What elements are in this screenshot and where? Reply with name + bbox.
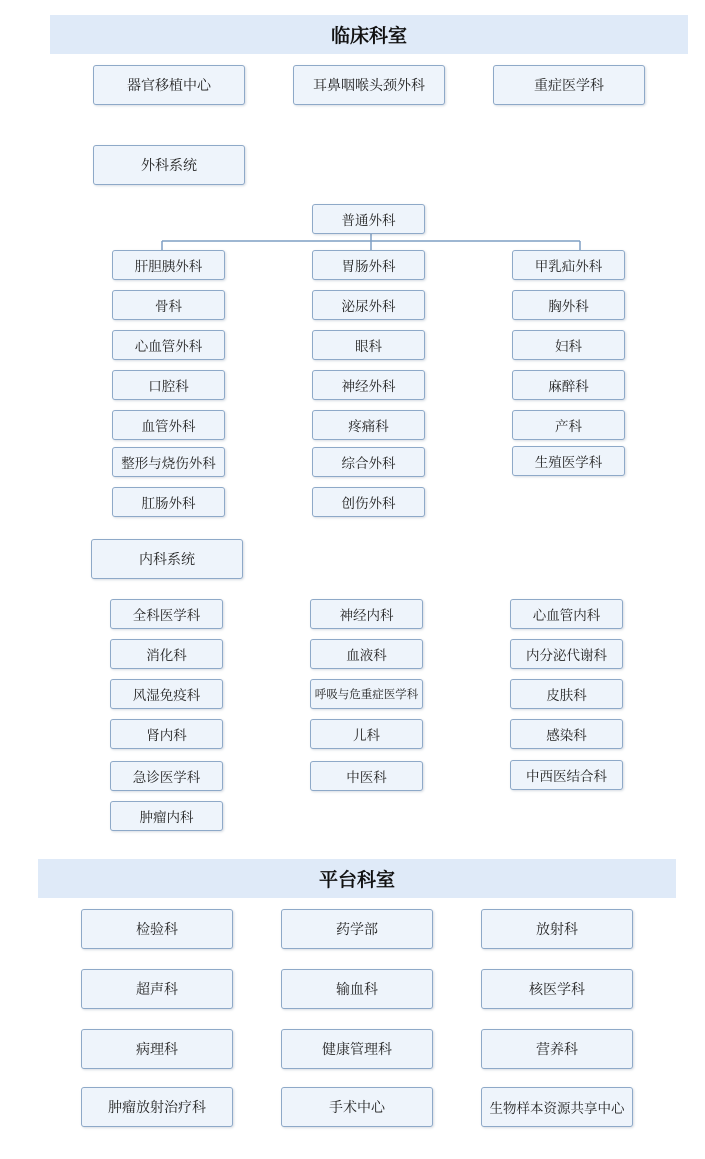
dept-box[interactable]: 整形与烧伤外科 xyxy=(112,447,225,477)
dept-box[interactable]: 肛肠外科 xyxy=(112,487,225,517)
dept-box[interactable]: 肾内科 xyxy=(110,719,223,749)
general-surgery-root[interactable]: 普通外科 xyxy=(312,204,425,234)
dept-box[interactable]: 超声科 xyxy=(81,969,233,1009)
dept-box[interactable]: 血管外科 xyxy=(112,410,225,440)
dept-box[interactable]: 消化科 xyxy=(110,639,223,669)
dept-box[interactable]: 感染科 xyxy=(510,719,623,749)
dept-box[interactable]: 儿科 xyxy=(310,719,423,749)
dept-box[interactable]: 耳鼻咽喉头颈外科 xyxy=(293,65,445,105)
dept-box[interactable]: 病理科 xyxy=(81,1029,233,1069)
dept-box[interactable]: 胃肠外科 xyxy=(312,250,425,280)
dept-box[interactable]: 全科医学科 xyxy=(110,599,223,629)
dept-box[interactable]: 产科 xyxy=(512,410,625,440)
dept-box[interactable]: 急诊医学科 xyxy=(110,761,223,791)
dept-box[interactable]: 药学部 xyxy=(281,909,433,949)
dept-box[interactable]: 中医科 xyxy=(310,761,423,791)
dept-box[interactable]: 疼痛科 xyxy=(312,410,425,440)
dept-box[interactable]: 肿瘤内科 xyxy=(110,801,223,831)
dept-box[interactable]: 骨科 xyxy=(112,290,225,320)
dept-box[interactable]: 内分泌代谢科 xyxy=(510,639,623,669)
dept-box[interactable]: 眼科 xyxy=(312,330,425,360)
dept-box[interactable]: 核医学科 xyxy=(481,969,633,1009)
dept-box[interactable]: 器官移植中心 xyxy=(93,65,245,105)
dept-box[interactable]: 神经外科 xyxy=(312,370,425,400)
dept-box[interactable]: 麻醉科 xyxy=(512,370,625,400)
internal-system-header[interactable]: 内科系统 xyxy=(91,539,243,579)
dept-box[interactable]: 综合外科 xyxy=(312,447,425,477)
dept-box[interactable]: 营养科 xyxy=(481,1029,633,1069)
dept-box[interactable]: 胸外科 xyxy=(512,290,625,320)
dept-box[interactable]: 手术中心 xyxy=(281,1087,433,1127)
dept-box[interactable]: 肿瘤放射治疗科 xyxy=(81,1087,233,1127)
dept-box[interactable]: 中西医结合科 xyxy=(510,760,623,790)
dept-box[interactable]: 泌尿外科 xyxy=(312,290,425,320)
dept-box[interactable]: 生殖医学科 xyxy=(512,446,625,476)
dept-box[interactable]: 口腔科 xyxy=(112,370,225,400)
clinical-banner: 临床科室 xyxy=(50,15,688,54)
dept-box[interactable]: 血液科 xyxy=(310,639,423,669)
dept-box[interactable]: 风湿免疫科 xyxy=(110,679,223,709)
dept-box[interactable]: 心血管外科 xyxy=(112,330,225,360)
platform-banner: 平台科室 xyxy=(38,859,676,898)
dept-box[interactable]: 皮肤科 xyxy=(510,679,623,709)
dept-box[interactable]: 输血科 xyxy=(281,969,433,1009)
dept-box[interactable]: 肝胆胰外科 xyxy=(112,250,225,280)
dept-box[interactable]: 放射科 xyxy=(481,909,633,949)
dept-box[interactable]: 检验科 xyxy=(81,909,233,949)
dept-box[interactable]: 心血管内科 xyxy=(510,599,623,629)
dept-box[interactable]: 生物样本资源共享中心 xyxy=(481,1087,633,1127)
dept-box[interactable]: 妇科 xyxy=(512,330,625,360)
dept-box[interactable]: 重症医学科 xyxy=(493,65,645,105)
dept-box[interactable]: 神经内科 xyxy=(310,599,423,629)
dept-box[interactable]: 呼吸与危重症医学科 xyxy=(310,679,423,709)
dept-box[interactable]: 创伤外科 xyxy=(312,487,425,517)
dept-box[interactable]: 健康管理科 xyxy=(281,1029,433,1069)
dept-box[interactable]: 甲乳疝外科 xyxy=(512,250,625,280)
surgery-system-header[interactable]: 外科系统 xyxy=(93,145,245,185)
